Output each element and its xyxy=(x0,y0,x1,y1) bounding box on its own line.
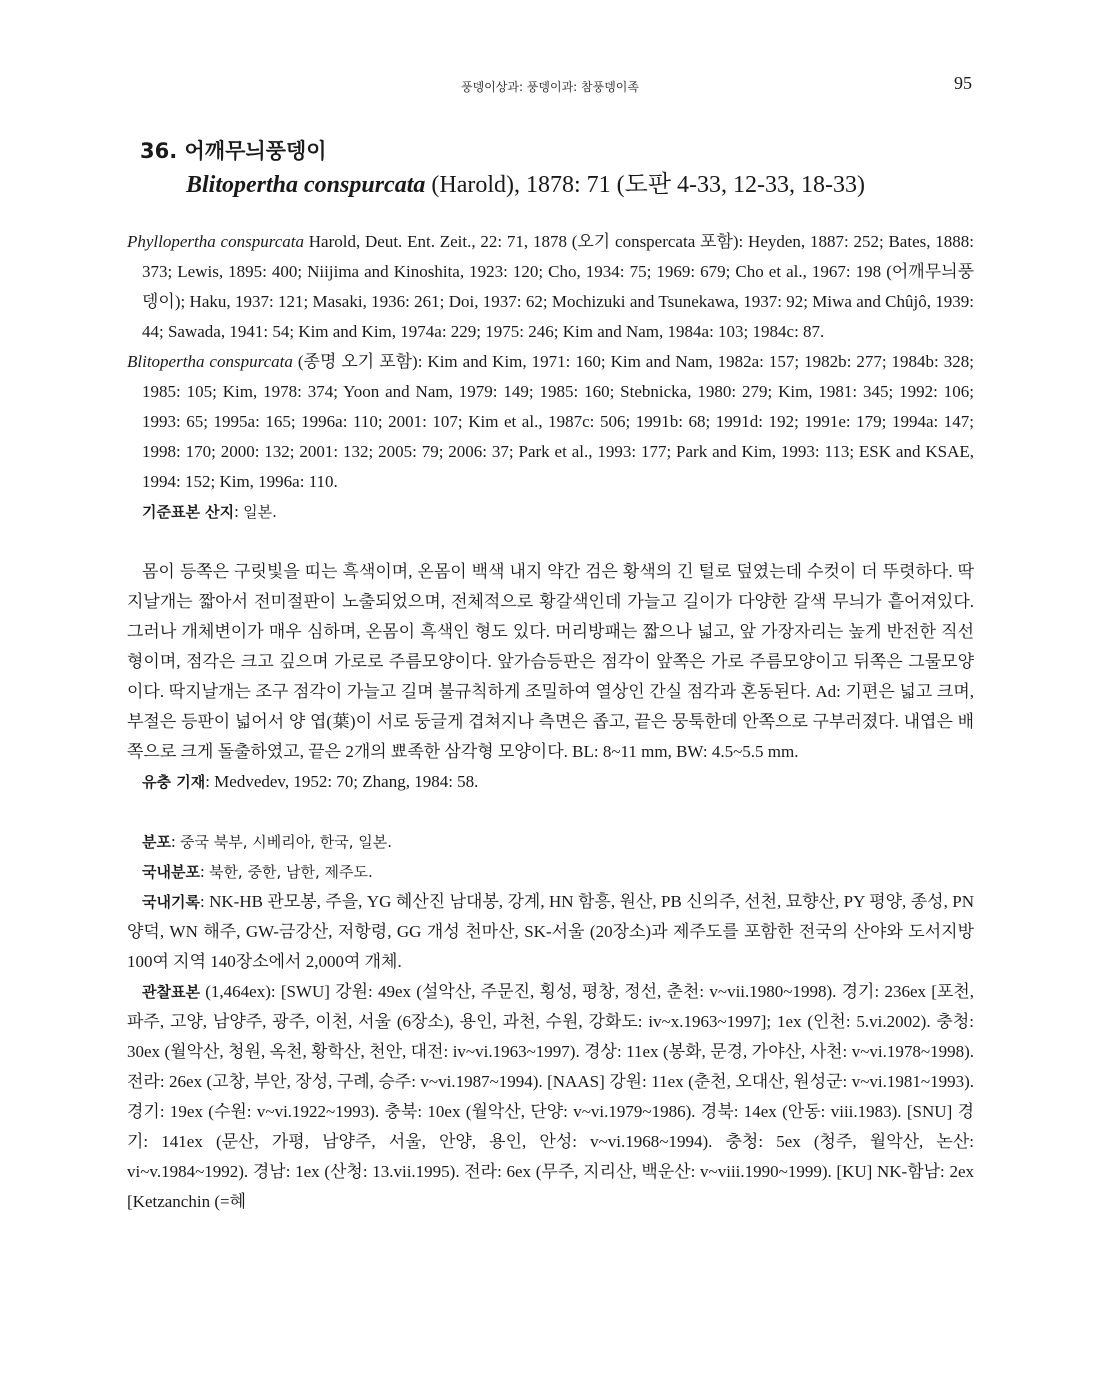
domestic-distribution: 국내분포: 북한, 중한, 남한, 제주도. xyxy=(142,862,373,881)
domestic-distribution-value: 북한, 중한, 남한, 제주도. xyxy=(208,863,373,881)
species-heading xyxy=(140,134,970,168)
domestic-records-label: 국내기록 xyxy=(142,893,200,911)
domestic-records-value: NK-HB 관모봉, 주을, YG 혜산진 남대봉, 강계, HN 함흥, 원산, PB 신의주, 선천, 묘향산, PY 평양, 종성, PN 양덕, WN 해주, GW-금강산, 저항령, GG 개성 천마산, SK-서울 (20장소)과 제주도를 포함한 전국의 산야와 도서지방 100여 지역 140장소에서 2,000여 개체. xyxy=(127,892,974,971)
species-title xyxy=(140,134,970,202)
species-authority: (Harold), 1878: 71 (도판 4-33, 12-33, 18-33) xyxy=(431,172,866,198)
species-scientific-name: Blitopertha conspurcata xyxy=(186,172,426,198)
type-locality-value: 일본. xyxy=(243,503,277,521)
species-number: 36. xyxy=(140,139,178,163)
synonym-name: Phyllopertha conspurcata xyxy=(127,232,304,251)
species-content xyxy=(127,227,974,1217)
examined-specimens xyxy=(127,977,974,1217)
domestic-records: 국내기록: NK-HB 관모봉, 주을, YG 혜산진 남대봉, 강계, HN 함흥, 원산, PB 신의주, 선천, 묘향산, PY 평양, 종성, PN 양덕, WN 해주, GW-금강산, 저항령, GG 개성 천마산, SK-서울 (20장소)과 제주도를 포함한 전국의 산야와 도서지방 100여 지역 140장소에서 2,000여 개체. xyxy=(127,892,974,971)
synonym-entry xyxy=(127,227,974,347)
distribution: 분포: 중국 북부, 시베리아, 한국, 일본. xyxy=(142,832,392,851)
type-locality: 기준표본 산지: 일본. xyxy=(142,502,277,521)
running-title: 풍뎅이상과: 풍뎅이과: 참풍뎅이족 xyxy=(460,80,639,94)
page-number: 95 xyxy=(954,73,972,93)
species-korean-name: 어깨무늬풍뎅이 xyxy=(184,139,327,163)
species-scientific-line xyxy=(140,168,970,202)
type-locality-label: 기준표본 산지 xyxy=(142,503,235,521)
specimens-label: 관찰표본 xyxy=(142,983,200,1001)
synonym-citations: (종명 오기 포함): Kim and Kim, 1971: 160; Kim and Nam, 1982a: 157; 1982b: 277; 1984b: 328; 1985: 105; Kim, 1978: 374; Yoon and Nam, 1979: 149; 1985: 160; Stebnicka, 1980: 279; Kim, 1981: 345; 1992: 106; 1993: 65; 1995a: 165; 1996a: 110; 2001: 107; Kim et al., 1987c: 506; 1991b: 68; 1991d: 192; 1991e: 179; 1994a: 147; 1998: 170; 2000: 132; 2001: 132; 2005: 79; 2006: 37; Park et al., 1993: 177; Park and Kim, 1993: 113; ESK and KSAE, 1994: 152; Kim, 1996a: 110. xyxy=(142,352,975,491)
specimens-value: (1,464ex): [SWU] 강원: 49ex (설악산, 주문진, 횡성, 평창, 정선, 춘천: v~vii.1980~1998). 경기: 236ex [포천, 파주, 고양, 남양주, 광주, 이천, 서울 (6장소), 용인, 과천, 수원, 강화도: iv~x.1963~1997]; 1ex (인천: 5.vi.2002). 충청: 30ex (월악산, 청원, 옥천, 황학산, 천안, 대전: iv~vi.1963~1997). 경상: 11ex (봉화, 문경, 가야산, 사천: v~vi.1978~1998). 전라: 26ex (고창, 부안, 장성, 구례, 승주: v~vi.1987~1994). [NAAS] 강원: 11ex (춘천, 오대산, 원성군: v~vi.1981~1993). 경기: 19ex (수원: v~vi.1922~1993). 충북: 10ex (월악산, 단양: v~vi.1979~1986). 경북: 14ex (안동: viii.1983). [SNU] 경기: 141ex (문산, 가평, 남양주, 서울, 안양, 용인, 안성: v~vi.1968~1994). 충청: 5ex (청주, 월악산, 논산: vi~v.1984~1992). 경남: 1ex (산청: 13.vii.1995). 전라: 6ex (무주, 지리산, 백운산: v~viii.1990~1999). [KU] NK-함남: 2ex [Ketzanchin (=혜 xyxy=(127,982,975,1211)
distribution-label: 분포 xyxy=(142,833,171,851)
synonym-entry xyxy=(127,347,974,497)
description-text: 몸이 등쪽은 구릿빛을 띠는 흑색이며, 온몸이 백색 내지 약간 검은 황색의 긴 털로 덮였는데 수컷이 더 뚜렷하다. 딱지날개는 짧아서 전미절판이 노출되었으며, 전체적으로 황갈색인데 가늘고 길이가 다양한 갈색 무늬가 흩어져있다. 그러나 개체변이가 매우 심하며, 온몸이 흑색인 형도 있다. 머리방패는 짧으나 넓고, 앞 가장자리는 높게 반전한 직선형이며, 점각은 크고 깊으며 가로로 주름모양이다. 앞가슴등판은 점각이 앞쪽은 가로 주름모양이고 뒤쪽은 그물모양이다. 딱지날개는 조구 점각이 가늘고 길며 불규칙하게 조밀하여 열상인 간실 점각과 혼동된다. Ad: 기편은 넓고 크며, 부절은 등판이 넓어서 양 엽(葉)이 서로 둥글게 겹쳐지나 측면은 좁고, 끝은 뭉툭한데 안쪽으로 구부러졌다. 내엽은 배쪽으로 크게 돌출하였고, 끝은 2개의 뾰족한 삼각형 모양이다. BL: 8~11 mm, BW: 4.5~5.5 mm. xyxy=(127,562,974,761)
larva-label: 유충 기재 xyxy=(142,773,206,791)
synonym-citations: Harold, Deut. Ent. Zeit., 22: 71, 1878 (오기 conspercata 포함): Heyden, 1887: 252; Bates, 1888: 373; Lewis, 1895: 400; Niijima and Kinoshita, 1923: 120; Cho, 1934: 75; 1969: 679; Cho et al., 1967: 198 (어깨무늬풍뎅이); Haku, 1937: 121; Masaki, 1936: 261; Doi, 1937: 62; Mochizuki and Tsunekawa, 1937: 92; Miwa and Chûjô, 1939: 44; Sawada, 1941: 54; Kim and Kim, 1974a: 229; 1975: 246; Kim and Nam, 1984a: 103; 1984c: 87. xyxy=(142,232,974,341)
larva-value: Medvedev, 1952: 70; Zhang, 1984: 58. xyxy=(214,772,479,791)
synonym-name: Blitopertha conspurcata xyxy=(127,352,293,371)
description xyxy=(127,557,974,767)
domestic-distribution-label: 국내분포 xyxy=(142,863,200,881)
distribution-value: 중국 북부, 시베리아, 한국, 일본. xyxy=(179,833,392,851)
larva-description: 유충 기재: Medvedev, 1952: 70; Zhang, 1984: 58. xyxy=(142,772,479,791)
